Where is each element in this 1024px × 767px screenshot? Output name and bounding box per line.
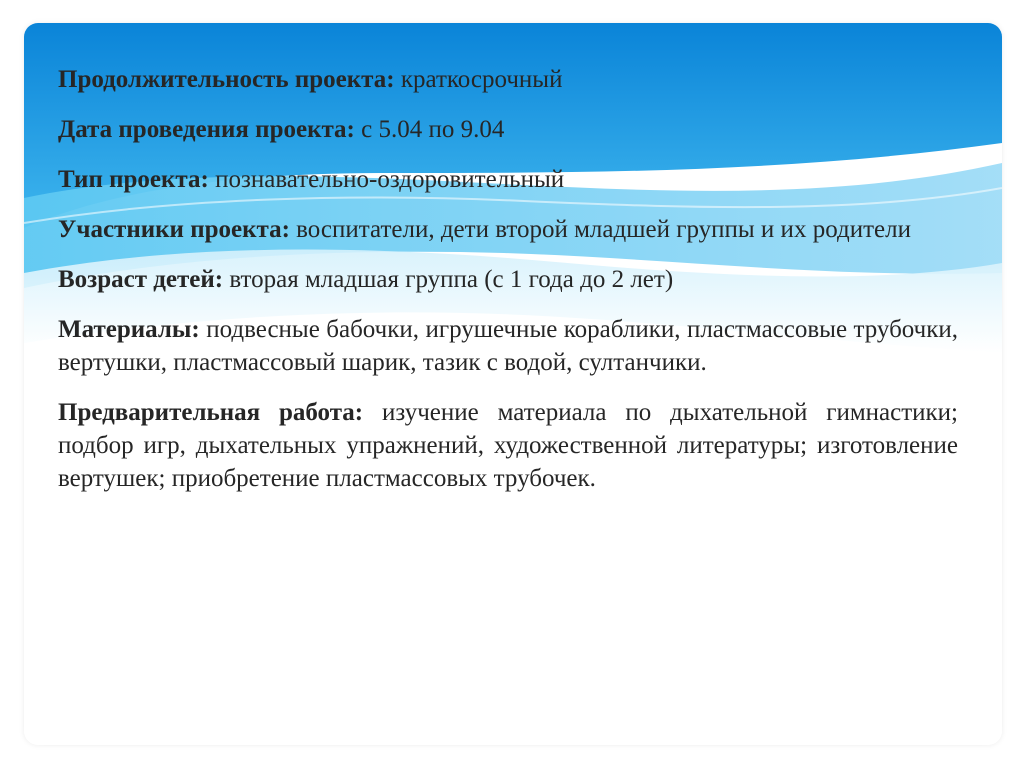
paragraph-dates — [58, 113, 958, 146]
value-materials: подвесные бабочки, игрушечные кораблики, пластмассовые трубочки, вертушки, пластмассовый шарик, тазик с водой, султанчики. — [58, 316, 958, 376]
value-dates: с 5.04 по 9.04 — [354, 116, 505, 143]
paragraph-age — [58, 263, 958, 296]
value-type: познавательно-оздоровительный — [208, 166, 565, 193]
label-materials: Материалы: — [58, 316, 200, 343]
label-dates: Дата проведения проекта: — [58, 116, 355, 143]
value-duration: краткосрочный — [394, 66, 563, 93]
value-age: вторая младшая группа (с 1 года до 2 лет) — [223, 266, 674, 293]
paragraph-type — [58, 163, 958, 196]
paragraph-participants — [58, 213, 958, 246]
label-age: Возраст детей: — [58, 266, 224, 293]
paragraph-preliminary-work — [58, 396, 958, 495]
label-participants: Участники проекта: — [58, 216, 290, 243]
value-preliminary-work: изучение материала по дыхательной гимнастики; подбор игр, дыхательных упражнений, художественной литературы; изготовление вертушек; приобретение пластмассовых трубочек. — [58, 399, 958, 492]
paragraph-duration — [58, 63, 958, 96]
paragraph-materials — [58, 313, 958, 379]
project-description — [58, 63, 958, 512]
label-type: Тип проекта: — [58, 166, 209, 193]
label-preliminary-work: Предварительная работа: — [58, 399, 364, 426]
value-participants: воспитатели, дети второй младшей группы и их родители — [289, 216, 911, 243]
label-duration: Продолжительность проекта: — [58, 66, 395, 93]
slide — [24, 23, 1002, 745]
